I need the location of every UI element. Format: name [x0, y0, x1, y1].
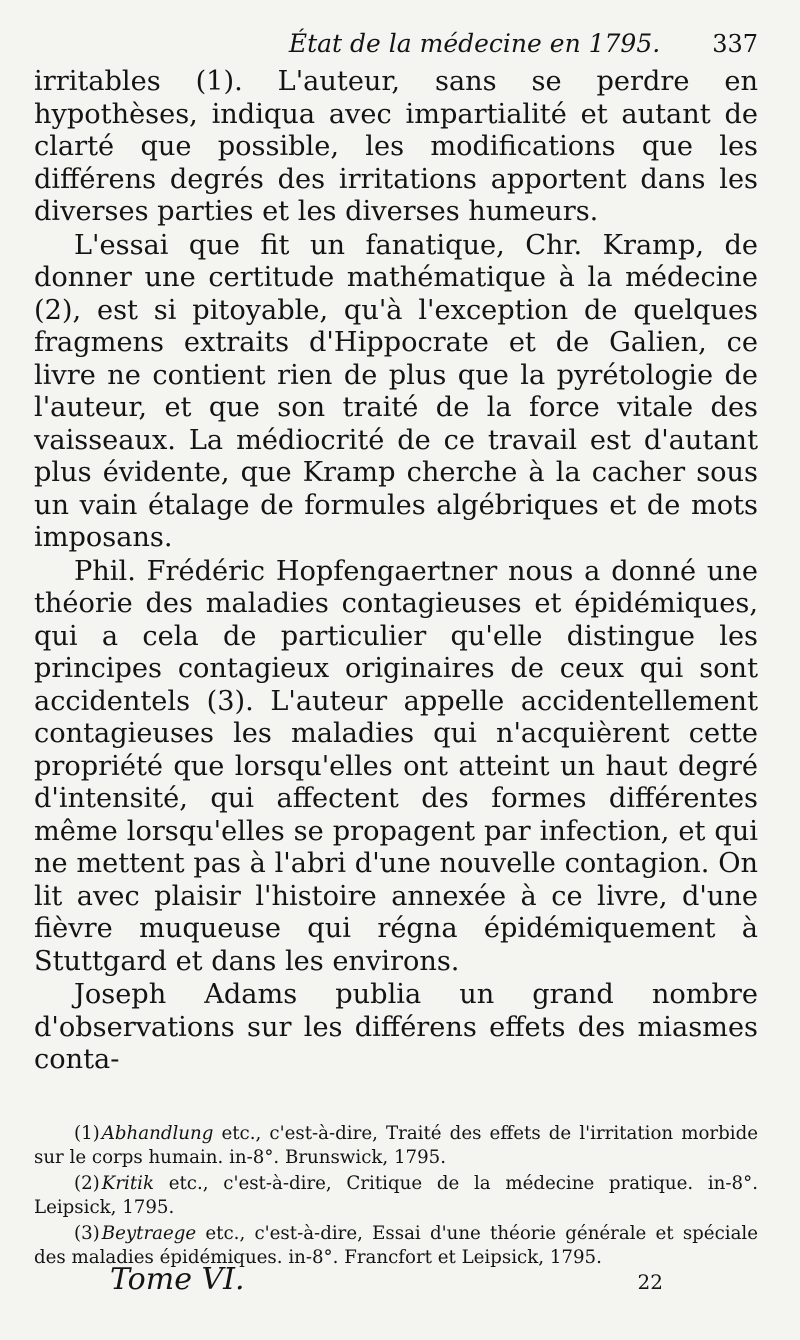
footnote-separator: [34, 1111, 758, 1112]
signature-mark: 22: [637, 1270, 663, 1294]
main-text: [34, 66, 758, 1077]
footnote-number: (1): [74, 1122, 100, 1144]
paragraph-3: Phil. Frédéric Hopfengaertner nous a donné une théorie des maladies contagieuses et épidémiques, qui a cela de particulier qu'elle distingue les principes contagieux originaires de ceux qui sont accidentels (3). L'auteur appelle accidentellement contagieuses les maladies qui n'acquièrent cette propriété que lorsqu'elles ont atteint un haut degré d'intensité, qui affectent des formes différentes même lorsqu'elles se propagent par infection, et qui ne mettent pas à l'abri d'une nouvelle contagion. On lit avec plaisir l'histoire annexée à ce livre, d'une fièvre muqueuse qui régna épidémiquement à Stuttgard et dans les environs.: [34, 555, 758, 977]
footnote-work-title: Abhandlung: [101, 1122, 214, 1144]
footnote-text: etc., c'est-à-dire, Traité des effets de l'irritation morbide sur le corps humain. in-8°. Brunswick, 1795.: [34, 1122, 758, 1168]
paragraph-2: L'essai que fit un fanatique, Chr. Kramp, de donner une certitude mathématique à la médecine (2), est si pitoyable, qu'à l'exception de quelques fragmens extraits d'Hippocrate et de Galien, ce livre ne contient rien de plus que la pyrétologie de l'auteur, et que son traité de la force vitale des vaisseaux. La médiocrité de ce travail est d'autant plus évidente, que Kramp cherche à la cacher sous un vain étalage de formules algébriques et de mots imposans.: [34, 229, 758, 553]
footnote-text: etc., c'est-à-dire, Critique de la médecine pratique. in-8°. Leipsick, 1795.: [34, 1172, 758, 1218]
running-title: État de la médecine en 1795.: [288, 29, 661, 58]
footnote-number: (2): [74, 1172, 100, 1194]
paragraph-1: irritables (1). L'auteur, sans se perdre en hypothèses, indiqua avec impartialité et autant de clarté que possible, les modifications que les différens degrés des irritations apportent dans les diverses parties et les diverses humeurs.: [34, 66, 758, 227]
paragraph-4: Joseph Adams publia un grand nombre d'observations sur les différens effets des miasmes conta-: [34, 979, 758, 1075]
footnote-2: [34, 1172, 758, 1220]
page-number: 337: [712, 30, 758, 58]
page-footer: [110, 1262, 758, 1297]
footnotes: [34, 1122, 758, 1270]
running-header: [34, 28, 758, 60]
footnote-text: etc., c'est-à-dire, Essai d'une théorie générale et spéciale des maladies épidémiques. in-8°. Francfort et Leipsick, 1795.: [34, 1222, 758, 1268]
footnote-number: (3): [74, 1222, 100, 1244]
footnote-work-title: Kritik: [101, 1172, 155, 1194]
footnote-1: [34, 1122, 758, 1170]
volume-label: Tome VI.: [110, 1262, 245, 1297]
footnote-work-title: Beytraege: [101, 1222, 197, 1244]
